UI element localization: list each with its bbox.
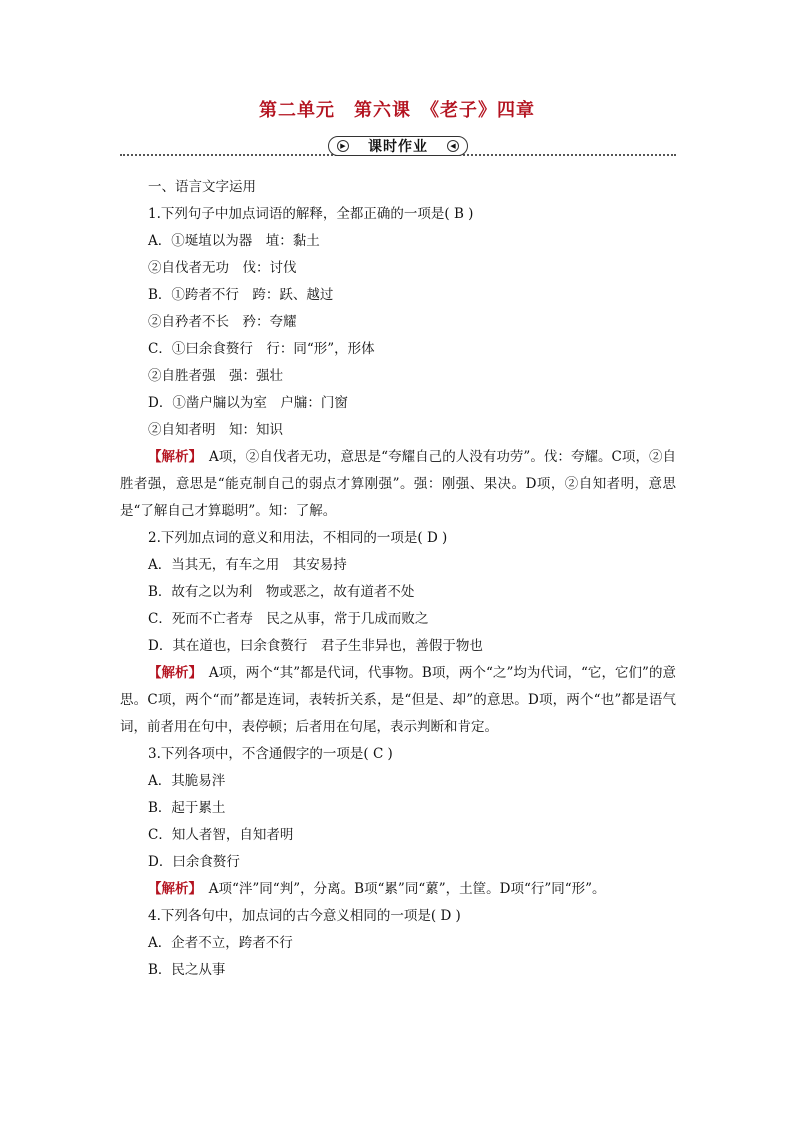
option-line: D．①凿户牖以为室 户牖：门窗	[148, 395, 348, 411]
question-stem: 2.下列加点词的意义和用法，不相同的一项是( D )	[148, 530, 448, 546]
question-stem: 3.下列各项中，不含通假字的一项是( C )	[148, 746, 393, 762]
option-line: C．①曰余食赘行 行：同“形”，形体	[148, 341, 375, 357]
option-line: A．其脆易泮	[148, 773, 226, 789]
option-line: A．①埏埴以为器 埴：黏土	[148, 233, 320, 249]
option-line: ②自矜者不长 矜：夸耀	[148, 314, 297, 330]
option-line: D．曰余食赘行	[148, 854, 240, 870]
analysis-label: 【解析】	[148, 665, 196, 681]
option-line: B．民之从事	[148, 962, 226, 978]
analysis-label: 【解析】	[148, 449, 196, 465]
option-line: ②自知者明 知：知识	[148, 422, 283, 438]
analysis-label: 【解析】	[148, 881, 196, 897]
option-line: A．企者不立，跨者不行	[148, 935, 293, 951]
option-line: B．①跨者不行 跨：跃、越过	[148, 287, 334, 303]
analysis-paragraph	[120, 444, 676, 525]
option-line: D．其在道也，曰余食赘行 君子生非异也，善假于物也	[148, 638, 483, 654]
option-line: B．故有之以为利 物或恶之，故有道者不处	[148, 584, 415, 600]
option-line: A．当其无，有车之用 其安易持	[148, 557, 347, 573]
option-line: C．死而不亡者寿 民之从事，常于几成而败之	[148, 611, 429, 627]
document-body	[120, 174, 676, 984]
banner-badge	[328, 136, 468, 156]
option-line: ②自胜者强 强：强壮	[148, 368, 283, 384]
analysis-paragraph	[120, 876, 676, 903]
question-stem: 4.下列各句中，加点词的古今意义相同的一项是( D )	[148, 908, 461, 924]
analysis-text: A项“泮”同“判”，分离。B项“累”同“蔂”，土筐。D项“行”同“形”。	[208, 881, 606, 897]
page-title: 第二单元 第六课 《老子》四章	[259, 100, 535, 121]
question-stem: 1.下列句子中加点词语的解释，全都正确的一项是( B )	[148, 206, 474, 222]
analysis-text: A项，两个“其”都是代词，代事物。B项，两个“之”均为代词，“它，它们”的意思。C项，两个“而”都是连词，表转折关系，是“但是、却”的意思。D项，两个“也”都是语气词，前者用在句中，表停顿；后者用在句尾，表示判断和肯定。	[120, 665, 677, 735]
option-line: C．知人者智，自知者明	[148, 827, 294, 843]
option-line: B．起于累土	[148, 800, 226, 816]
assignment-banner	[120, 134, 676, 160]
play-left-icon: ◀	[447, 140, 459, 152]
banner-label: 课时作业	[368, 139, 428, 155]
play-right-icon: ▶	[337, 140, 349, 152]
option-line: ②自伐者无功 伐：讨伐	[148, 260, 297, 276]
analysis-text: A项，②自伐者无功，意思是“夸耀自己的人没有功劳”。伐：夸耀。C项，②自胜者强，意思是“能克制自己的弱点才算刚强”。强：刚强、果决。D项，②自知者明，意思是“了解自己才算聪明”。知：了解。	[120, 449, 677, 519]
analysis-paragraph	[120, 660, 676, 741]
section-heading: 一、语言文字运用	[148, 179, 256, 195]
